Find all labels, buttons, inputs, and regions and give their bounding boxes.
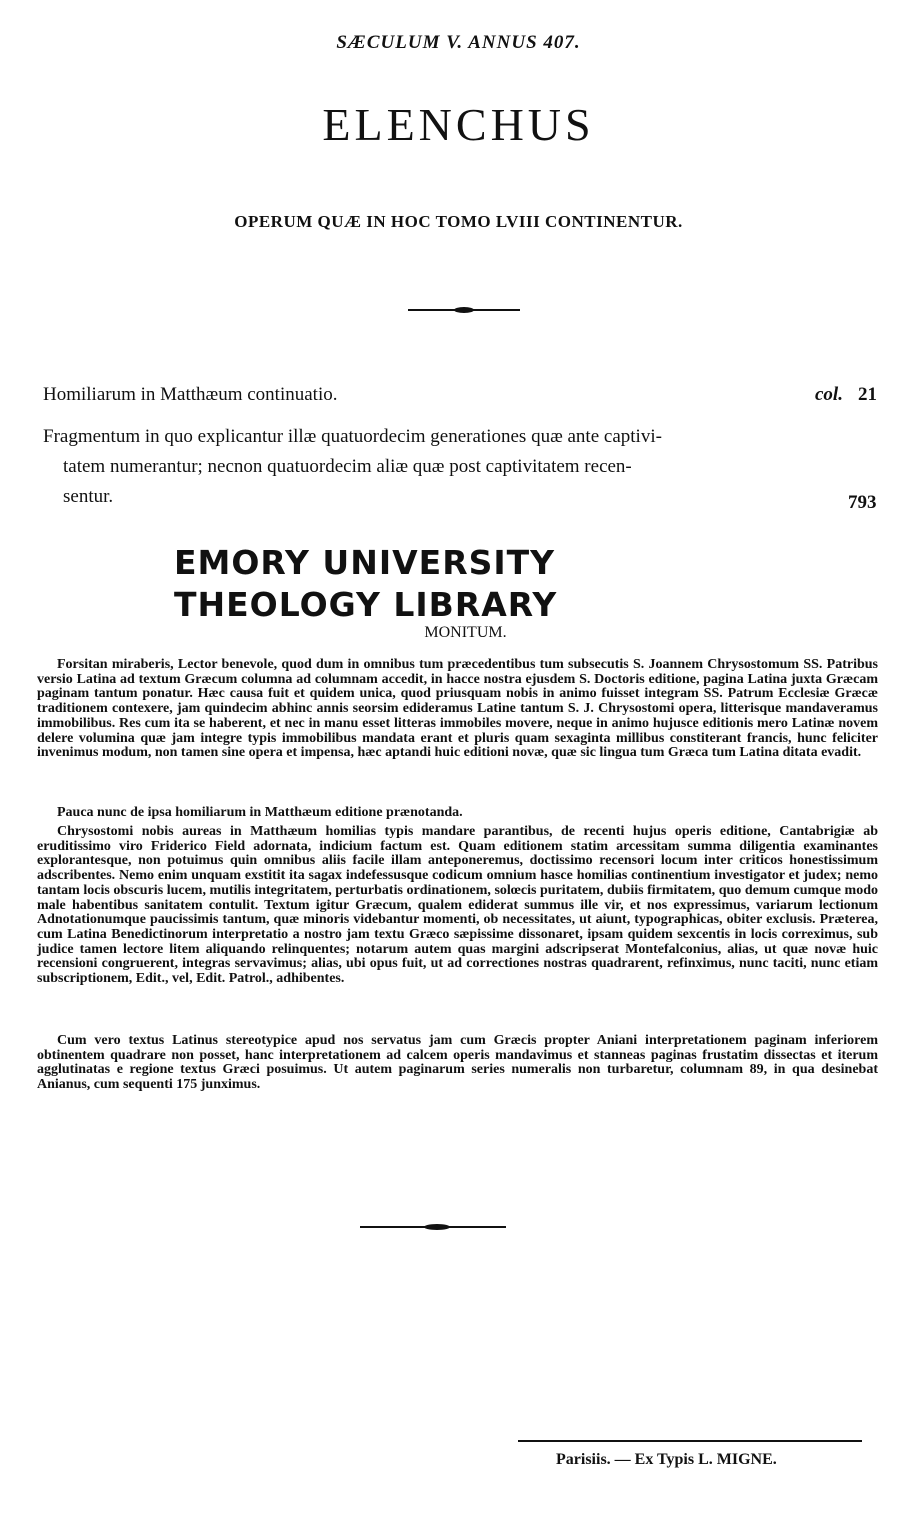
contents-entry-text: Homiliarum in Matthæum continuatio. [43, 384, 338, 405]
col-label: col. [815, 384, 843, 405]
paragraph-text: Pauca nunc de ipsa homiliarum in Matthæum editione prænotanda. [57, 805, 463, 820]
contents-entry-text: tatem numerantur; necnon quatuordecim aliæ quæ post captivitatem recen- [63, 456, 632, 477]
ornament-divider-top [408, 305, 520, 315]
contents-entry-text: Fragmentum in quo explicantur illæ quatuordecim generationes quæ ante captivi- [43, 426, 662, 447]
monitum-heading: MONITUM. [424, 624, 507, 641]
footer-rule [518, 1440, 862, 1442]
paragraph-text: Forsitan miraberis, Lector benevole, quod dum in omnibus tum præcedentibus tum subsecutis S. Joannem Chrysostomum SS. Patribus versio Latina ad textum Græcum columna ad columnam accedit, in hacce nostra ejusdem S. Doctoris editione, pagina Latina juxta Græcam paginam tantum ponatur. Hæc causa fuit et quidem unica, quod priusquam nobis in animo fuisset integram SS. Patrum Ecclesiæ Græcæ traditionem contexere, jam quindecim abhinc annis seorsim edideramus Latine tantum S. J. Chrysostomi opera, litterisque mandaveramus immobilibus. Res cum ita se haberent, et nec in manu esset litteras immobiles movere, neque in animo hujusce editionis mero Latinæ novem delere volumina quæ jam integre typis immobilibus mandata erant et pluris quam sexaginta millibus constiterant francis, hunc feliciter invenimus modum, non tamen sine opera et impensa, hæc aptandi huic editioni novæ, quæ sic lingua tum Græca tum Latina ditata evadit. [37, 657, 878, 761]
paragraph-text: Chrysostomi nobis aureas in Matthæum homilias typis mandare parantibus, de recenti hujus operis editione, Cantabrigiæ ab eruditissimo viro Friderico Field adornata, indicium factum est. Quam editionem statim arcessitam summa diligentia examinantes explorantesque, non potuimus quin omnibus aliis facile illam anteponeremus, doctissimo recensori locum inter criticos honestissimum adscribentes. Nemo enim unquam exstitit ita sagax indefessusque codicum omnium hasce homilias continentium investigator et judex; nemo tantam locis obscuris lucem, mutilis integritatem, perturbatis ordinationem, solœcis puritatem, dubiis firmitatem, quo demum cumque modo male habentibus sanitatem contulit. Textum igitur Græcum, qualem ediderat summus ille vir, et nos expressimus, variarum lectionum Adnotationumque paucissimis tantum, quæ minoris videbantur momenti, ob necessitates, ut aiunt, typographicas, obiter exclusis. Præterea, cum Latina Benedictinorum interpretatio a nostro jam textu Græco sæpissime dissonaret, ipsam quidem sexcentis in locis correximus, sub judice tamen lectore litem aliquando relinquentes; notarum autem quas margini adscripserat Montefalconius, alias, ut quæ novæ huic recensioni congruerent, integras servavimus; alias, ubi opus fuit, ut ad correctiones nostras quadrarent, refinximus, nunc taciti, nunc etiam subscriptionem, Edit., vel, Edit. Patrol., adhibentes. [37, 824, 878, 987]
page-subtitle: OPERUM QUÆ IN HOC TOMO LVIII CONTINENTUR. [234, 212, 683, 231]
paragraph [37, 1034, 878, 1093]
stamp-line: EMORY UNIVERSITY [174, 543, 556, 582]
paragraph-text: Cum vero textus Latinus stereotypice apud nos servatus jam cum Græcis propter Aniani interpretationem paginam inferiorem obtinentem quadrare non posset, hanc interpretationem ad calcem operis mandavimus et stanneas paginas frustatim dissectas et iterum agglutinatas e regione textus Græci posuimus. Ut autem paginarum series numeralis non turbaretur, columnam 89, in qua desinebat Anianus, cum sequenti 175 junximus. [37, 1033, 878, 1093]
stamp-line: THEOLOGY LIBRARY [174, 585, 558, 624]
library-stamp [174, 542, 557, 626]
contents-entry [43, 380, 783, 410]
contents-entry-text: sentur. [63, 486, 114, 507]
section-heading [0, 624, 917, 642]
page-title: ELENCHUS [322, 99, 595, 150]
ornament-divider-bottom [360, 1222, 506, 1232]
paragraph [37, 658, 878, 761]
paragraph [37, 825, 878, 987]
column-number: 793 [848, 492, 877, 513]
running-head: SÆCULUM V. ANNUS 407. [336, 32, 581, 53]
contents-entry [43, 422, 783, 512]
printer-imprint: Parisiis. — Ex Typis L. MIGNE. [556, 1451, 777, 1468]
column-number: 21 [858, 384, 877, 405]
paragraph [37, 806, 878, 821]
